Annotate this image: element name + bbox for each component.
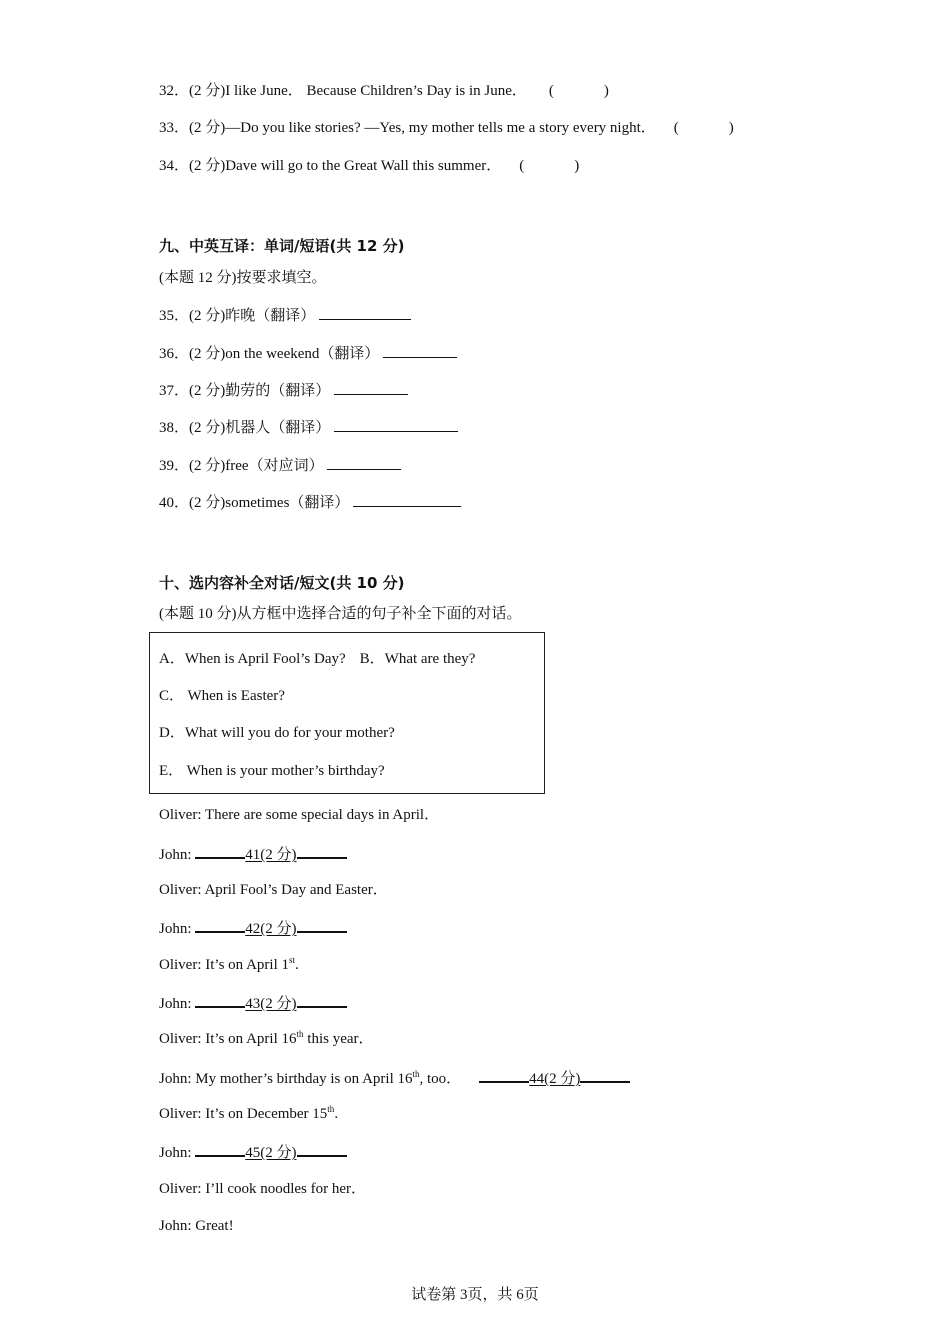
answer-blank-44[interactable]: 44(2 分) bbox=[529, 1071, 581, 1087]
answer-blank-37[interactable] bbox=[334, 380, 408, 395]
dialogue-line-4: John: 42(2 分) bbox=[159, 917, 347, 939]
question-38: 38．(2 分)机器人（翻译） bbox=[159, 417, 458, 438]
answer-blank-38[interactable] bbox=[334, 417, 458, 432]
answer-blank-36[interactable] bbox=[383, 343, 457, 358]
dialogue-line-7: Oliver: It’s on April 16th this year． bbox=[159, 1029, 374, 1047]
answer-blank-41[interactable]: 41(2 分) bbox=[245, 847, 297, 863]
answer-blank-43[interactable]: 43(2 分) bbox=[245, 996, 297, 1012]
dialogue-line-1: Oliver: There are some special days in April． bbox=[159, 807, 440, 823]
question-34: 34．(2 分)Dave will go to the Great Wall this summer． ( ) bbox=[159, 158, 580, 174]
answer-blank-35[interactable] bbox=[319, 305, 411, 320]
answer-bracket-33-open[interactable]: ( bbox=[673, 120, 679, 136]
question-40: 40．(2 分)sometimes（翻译） bbox=[159, 492, 461, 513]
dialogue-line-9: Oliver: It’s on December 15th. bbox=[159, 1104, 339, 1122]
question-39: 39．(2 分)free（对应词） bbox=[159, 455, 401, 476]
answer-bracket-32-open[interactable]: ( bbox=[548, 83, 554, 99]
option-d: D．What will you do for your mother? bbox=[159, 725, 395, 741]
option-row-ab bbox=[159, 649, 475, 669]
answer-blank-39[interactable] bbox=[327, 455, 401, 470]
answer-blank-40[interactable] bbox=[353, 492, 461, 507]
option-c: C． When is Easter? bbox=[159, 688, 285, 704]
dialogue-line-12: John: Great! bbox=[159, 1218, 234, 1234]
page-footer: 试卷第 3页，共 6页 bbox=[411, 1287, 539, 1303]
option-e: E． When is your mother’s birthday? bbox=[159, 763, 385, 779]
section-9-instruction: (本题 12 分)按要求填空。 bbox=[159, 270, 327, 286]
dialogue-line-3: Oliver: April Fool’s Day and Easter． bbox=[159, 882, 388, 898]
section-10-title: 十、选内容补全对话/短文(共 10 分) bbox=[159, 574, 405, 592]
question-36: 36．(2 分)on the weekend（翻译） bbox=[159, 343, 457, 364]
question-37: 37．(2 分)勤劳的（翻译） bbox=[159, 380, 408, 401]
question-35: 35．(2 分)昨晚（翻译） bbox=[159, 305, 411, 326]
option-a: A．When is April Fool’s Day? bbox=[159, 651, 346, 667]
option-b: B．What are they? bbox=[359, 651, 476, 667]
answer-blank-45[interactable]: 45(2 分) bbox=[245, 1145, 297, 1161]
answer-blank-42[interactable]: 42(2 分) bbox=[245, 921, 297, 937]
section-9-title: 九、中英互译：单词/短语(共 12 分) bbox=[159, 237, 405, 255]
question-32: 32．(2 分)I like June． Because Children’s Day is in June． ( ) bbox=[159, 83, 609, 99]
question-33: 33．(2 分)—Do you like stories? —Yes, my mother tells me a story every night． ( ) bbox=[159, 120, 734, 136]
dialogue-line-10: John: 45(2 分) bbox=[159, 1141, 347, 1163]
dialogue-line-2: John: 41(2 分) bbox=[159, 843, 347, 865]
dialogue-line-6: John: 43(2 分) bbox=[159, 992, 347, 1014]
dialogue-line-5: Oliver: It’s on April 1st. bbox=[159, 955, 299, 973]
answer-bracket-34-open[interactable]: ( bbox=[519, 158, 525, 174]
dialogue-line-8: John: My mother’s birthday is on April 16th, too． 44(2 分) bbox=[159, 1067, 630, 1089]
section-10-instruction: (本题 10 分)从方框中选择合适的句子补全下面的对话。 bbox=[159, 606, 522, 622]
dialogue-line-11: Oliver: I’ll cook noodles for her． bbox=[159, 1181, 367, 1197]
